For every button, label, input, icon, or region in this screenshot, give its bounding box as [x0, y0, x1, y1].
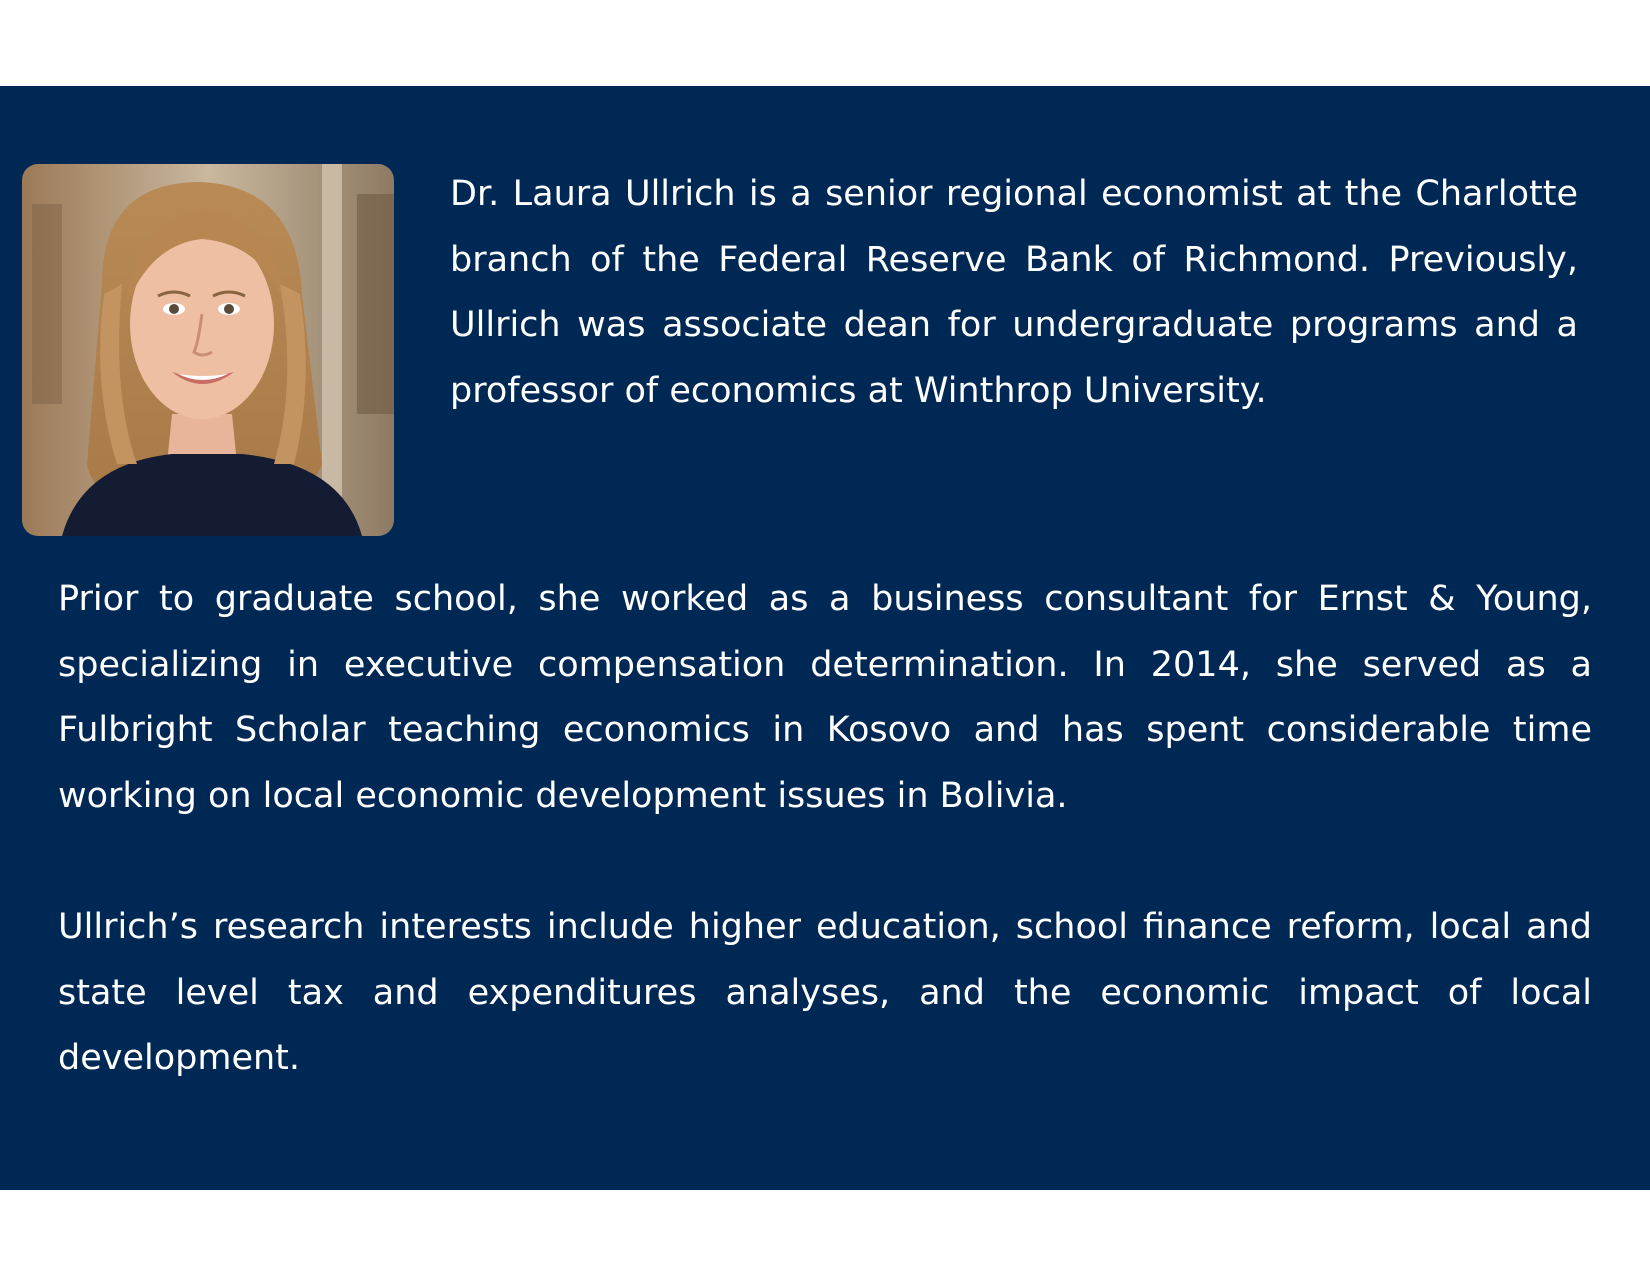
bio-paragraph-1: Dr. Laura Ullrich is a senior regional economist at the Charlotte branch of the Federal Reserve Bank of Richmond. Previously, Ullrich was associate dean for undergraduate programs and a professor of economics at Winthrop University.: [450, 174, 1578, 411]
bio-paragraph-2: Prior to graduate school, she worked as a business consultant for Ernst & Young, specializing in executive compensation determination. In 2014, she served as a Fulbright Scholar teaching economics in Kosovo and has spent considerable time working on local economic development issues in Bolivia.: [58, 579, 1592, 816]
portrait-photo: [22, 164, 394, 536]
bio-panel: [0, 86, 1650, 1190]
bio-paragraph-3: Ullrich’s research interests include higher education, school finance reform, local and state level tax and expenditures analyses, and the economic impact of local development.: [58, 907, 1592, 1078]
